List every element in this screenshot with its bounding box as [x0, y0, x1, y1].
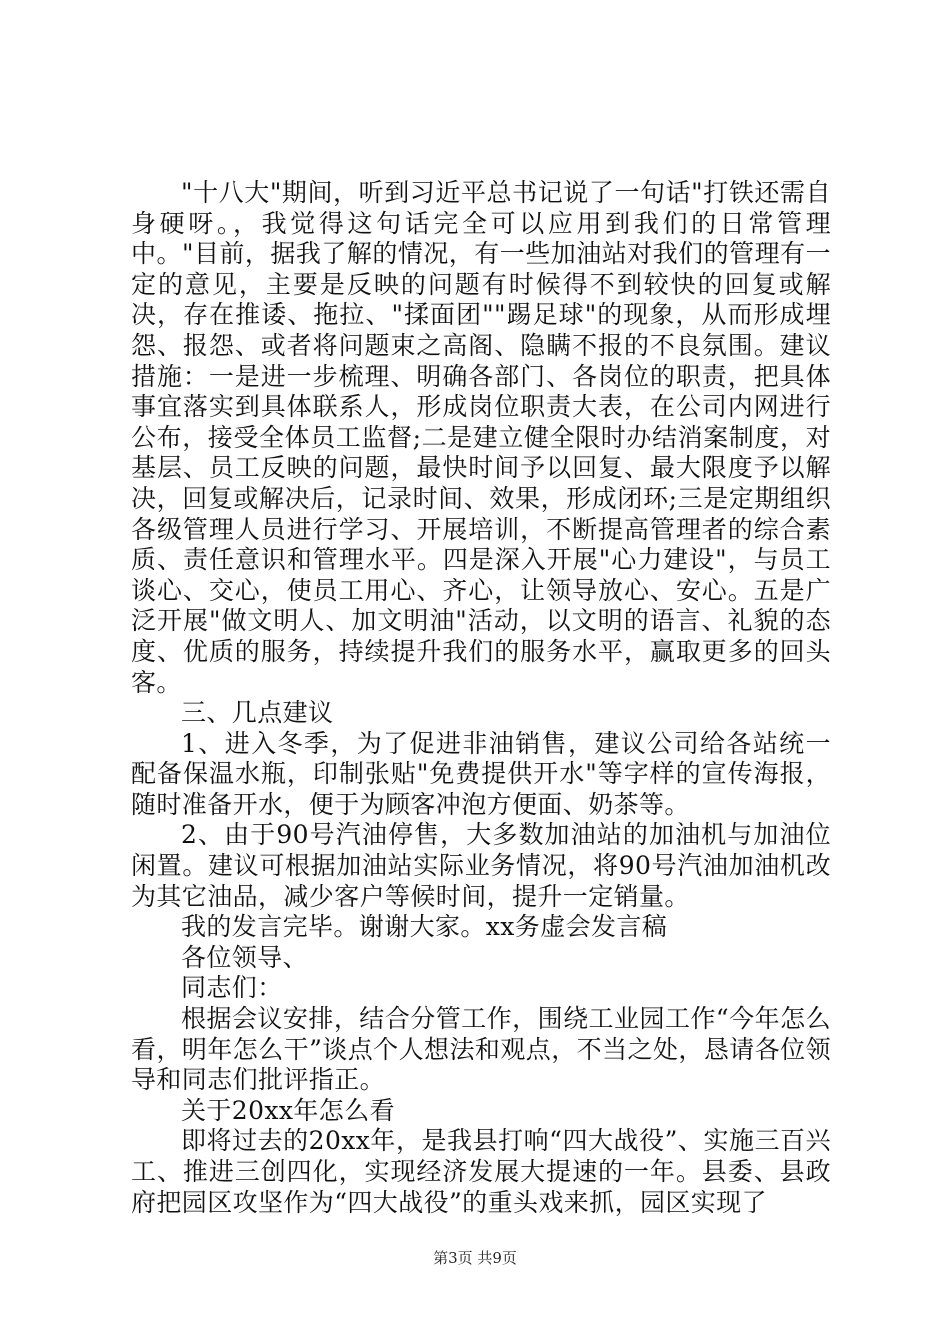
page-number-footer: 第3页 共9页	[433, 1249, 517, 1267]
document-body	[131, 178, 831, 1218]
subheading-how-to-view: 关于20xx年怎么看	[181, 1095, 396, 1125]
paragraph-management-opinion: "十八大"期间，听到习近平总书记说了一句话"打铁还需自身硬呀。，我觉得这句话完全可以应用到我们的日常管理中。"目前，据我了解的情况，有一些加油站对我们的管理有一定的意见，主要是反映的问题有时候得不到较快的回复或解决，存在推诿、拖拉、"揉面团""踢足球"的现象，从而形成埋怨、报怨、或者将问题束之高阁、隐瞒不报的不良氛围。建议措施：一是进一步梳理、明确各部门、各岗位的职责，把具体事宜落实到具体联系人，形成岗位职责大表，在公司内网进行公布，接受全体员工监督;二是建立健全限时办结消案制度，对基层、员工反映的问题，最快时间予以回复、最大限度予以解决，回复或解决后，记录时间、效果，形成闭环;三是定期组织各级管理人员进行学习、开展培训，不断提高管理者的综合素质、责任意识和管理水平。四是深入开展"心力建设"，与员工谈心、交心，使员工用心、齐心，让领导放心、安心。五是广泛开展"做文明人、加文明油"活动，以文明的语言、礼貌的态度、优质的服务，持续提升我们的服务水平，赢取更多的回头客。	[131, 178, 831, 697]
paragraph-closing: 我的发言完毕。谢谢大家。xx务虚会发言稿	[181, 912, 668, 942]
paragraph-intro: 根据会议安排，结合分管工作，围绕工业园工作“今年怎么看，明年怎么干”谈点个人想法和观点，不当之处，恳请各位领导和同志们批评指正。	[131, 1004, 831, 1095]
paragraph-suggestion-2: 2、由于90号汽油停售，大多数加油站的加油机与加油位闲置。建议可根据加油站实际业务情况，将90号汽油加油机改为其它油品，减少客户等候时间，提升一定销量。	[131, 820, 831, 911]
paragraph-year-review: 即将过去的20xx年，是我县打响“四大战役”、实施三百兴工、推进三创四化，实现经济发展大提速的一年。县委、县政府把园区攻坚作为“四大战役”的重头戏来抓，园区实现了	[131, 1126, 831, 1217]
paragraph-salutation-comrades: 同志们：	[181, 973, 283, 1003]
paragraph-salutation-leaders: 各位领导、	[181, 942, 309, 972]
paragraph-suggestion-1: 1、进入冬季，为了促进非油销售，建议公司给各站统一配备保温水瓶，印制张贴"免费提供开水"等字样的宣传海报，随时准备开水，便于为顾客冲泡方便面、奶茶等。	[131, 728, 831, 819]
section-heading-suggestions: 三、几点建议	[181, 698, 334, 728]
